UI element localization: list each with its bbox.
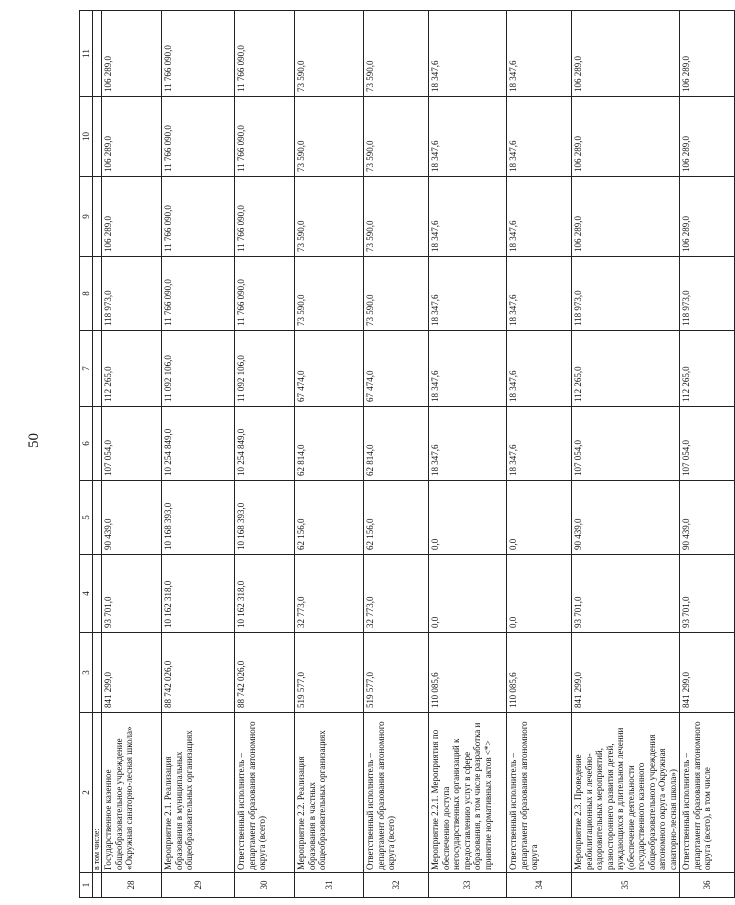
value-cell: 73 590,0 [364,11,429,97]
table-row [507,11,572,898]
value-cell: 112 265,0 [680,331,735,407]
value-cell: 93 701,0 [680,555,735,633]
row-number-cell: 35 [572,873,680,898]
value-cell: 93 701,0 [102,555,162,633]
value-cell: 841 299,0 [572,633,680,713]
budget-table [79,10,735,898]
value-cell: 32 773,0 [295,555,364,633]
value-cell: 106 289,0 [680,97,735,177]
value-cell: 10 168 393,0 [162,481,235,555]
subheader-cell [93,633,102,713]
row-name-cell: Мероприятие 2.3. Проведение реабилитационных и лечебно-оздоровительных мероприятий, разностороннего развития детей, нуждающихся в длительном лечении (обеспечение деятельности государственного казенного общеобразовательного учреждения автономного округа «Окружная санаторно-лесная школа») [572,713,680,873]
subheader-cell [93,555,102,633]
table-row [102,11,162,898]
value-cell: 18 347,6 [507,257,572,331]
value-cell: 11 092 106,0 [162,331,235,407]
value-cell: 62 156,0 [295,481,364,555]
value-cell: 118 973,0 [680,257,735,331]
value-cell: 18 347,6 [429,11,507,97]
header-cell: 6 [80,407,93,481]
value-cell: 18 347,6 [429,257,507,331]
table-row [429,11,507,898]
subheader-cell [93,873,102,898]
value-cell: 10 162 318,0 [235,555,295,633]
value-cell: 18 347,6 [507,97,572,177]
value-cell: 107 054,0 [572,407,680,481]
rotated-table-container [79,11,712,898]
value-cell: 0,0 [429,481,507,555]
value-cell: 106 289,0 [680,11,735,97]
header-cell: 11 [80,11,93,97]
row-number-cell: 36 [680,873,735,898]
row-name-cell: Ответственный исполнитель – департамент образования автономного округа [507,713,572,873]
header-cell: 3 [80,633,93,713]
value-cell: 73 590,0 [364,257,429,331]
table-row [364,11,429,898]
value-cell: 11 766 090,0 [235,97,295,177]
row-name-cell: Ответственный исполнитель – департамент образования автономного округа (всего) [235,713,295,873]
value-cell: 118 973,0 [572,257,680,331]
value-cell: 106 289,0 [102,11,162,97]
row-name-cell: Ответственный исполнитель – департамент образования автономного округа (всего) [364,713,429,873]
value-cell: 0,0 [429,555,507,633]
value-cell: 90 439,0 [572,481,680,555]
value-cell: 11 766 090,0 [235,177,295,257]
value-cell: 88 742 026,0 [162,633,235,713]
subheader-cell [93,177,102,257]
table-row [235,11,295,898]
value-cell: 0,0 [507,555,572,633]
value-cell: 73 590,0 [295,177,364,257]
value-cell: 0,0 [507,481,572,555]
value-cell: 18 347,6 [429,407,507,481]
value-cell: 18 347,6 [429,177,507,257]
value-cell: 841 299,0 [680,633,735,713]
value-cell: 11 766 090,0 [235,11,295,97]
header-cell: 7 [80,331,93,407]
value-cell: 90 439,0 [680,481,735,555]
row-number-cell: 30 [235,873,295,898]
value-cell: 110 085,6 [429,633,507,713]
value-cell: 88 742 026,0 [235,633,295,713]
subheader-cell [93,257,102,331]
value-cell: 90 439,0 [102,481,162,555]
value-cell: 62 156,0 [364,481,429,555]
row-name-cell: Ответственный исполнитель – департамент образования автономного округа (всего), в том числе [680,713,735,873]
value-cell: 11 766 090,0 [162,97,235,177]
value-cell: 112 265,0 [572,331,680,407]
row-name-cell: Государственное казенное общеобразовательное учреждение «Окружная санаторно-лесная школа» [102,713,162,873]
subheader-cell [93,407,102,481]
value-cell: 107 054,0 [102,407,162,481]
table-row [162,11,235,898]
header-cell: 2 [80,713,93,873]
header-cell: 9 [80,177,93,257]
table-row [295,11,364,898]
value-cell: 11 766 090,0 [162,11,235,97]
value-cell: 11 766 090,0 [162,257,235,331]
value-cell: 67 474,0 [295,331,364,407]
value-cell: 106 289,0 [572,97,680,177]
header-cell: 1 [80,873,93,898]
value-cell: 10 162 318,0 [162,555,235,633]
row-number-cell: 32 [364,873,429,898]
value-cell: 11 766 090,0 [235,257,295,331]
value-cell: 18 347,6 [507,331,572,407]
row-name-cell: Мероприятие 2.2. Реализация образования в частных общеобразовательных организациях [295,713,364,873]
row-name-cell: Мероприятие 2.2.1. Мероприятия по обеспечению доступа негосударственных организаций к предоставлению услуг в сфере образования, в том числе разработка и принятие нормативных актов <*> [429,713,507,873]
value-cell: 18 347,6 [507,177,572,257]
value-cell: 107 054,0 [680,407,735,481]
header-row [80,11,93,898]
value-cell: 73 590,0 [364,177,429,257]
value-cell: 11 092 106,0 [235,331,295,407]
value-cell: 106 289,0 [680,177,735,257]
header-cell: 4 [80,555,93,633]
value-cell: 10 254 849,0 [235,407,295,481]
value-cell: 10 254 849,0 [162,407,235,481]
subheader-cell [93,331,102,407]
row-number-cell: 33 [429,873,507,898]
header-cell: 5 [80,481,93,555]
subheader-cell: в том числе: [93,713,102,873]
header-cell: 8 [80,257,93,331]
value-cell: 112 265,0 [102,331,162,407]
subheader-row [93,11,102,898]
row-number-cell: 34 [507,873,572,898]
value-cell: 519 577,0 [364,633,429,713]
page-number: 50 [26,433,42,448]
value-cell: 106 289,0 [102,177,162,257]
value-cell: 18 347,6 [429,97,507,177]
value-cell: 18 347,6 [429,331,507,407]
value-cell: 67 474,0 [364,331,429,407]
value-cell: 93 701,0 [572,555,680,633]
value-cell: 18 347,6 [507,407,572,481]
value-cell: 73 590,0 [295,257,364,331]
subheader-cell [93,97,102,177]
table-row [572,11,680,898]
value-cell: 106 289,0 [102,97,162,177]
value-cell: 73 590,0 [364,97,429,177]
subheader-cell [93,481,102,555]
value-cell: 118 973,0 [102,257,162,331]
value-cell: 62 814,0 [364,407,429,481]
value-cell: 62 814,0 [295,407,364,481]
value-cell: 841 299,0 [102,633,162,713]
table-row [680,11,735,898]
row-number-cell: 31 [295,873,364,898]
value-cell: 73 590,0 [295,97,364,177]
value-cell: 73 590,0 [295,11,364,97]
value-cell: 110 085,6 [507,633,572,713]
row-name-cell: Мероприятие 2.1. Реализация образования в муниципальных общеобразовательных организациях [162,713,235,873]
value-cell: 18 347,6 [507,11,572,97]
subheader-cell [93,11,102,97]
value-cell: 106 289,0 [572,11,680,97]
value-cell: 519 577,0 [295,633,364,713]
row-number-cell: 29 [162,873,235,898]
row-number-cell: 28 [102,873,162,898]
value-cell: 11 766 090,0 [162,177,235,257]
value-cell: 10 168 393,0 [235,481,295,555]
header-cell: 10 [80,97,93,177]
value-cell: 106 289,0 [572,177,680,257]
value-cell: 32 773,0 [364,555,429,633]
